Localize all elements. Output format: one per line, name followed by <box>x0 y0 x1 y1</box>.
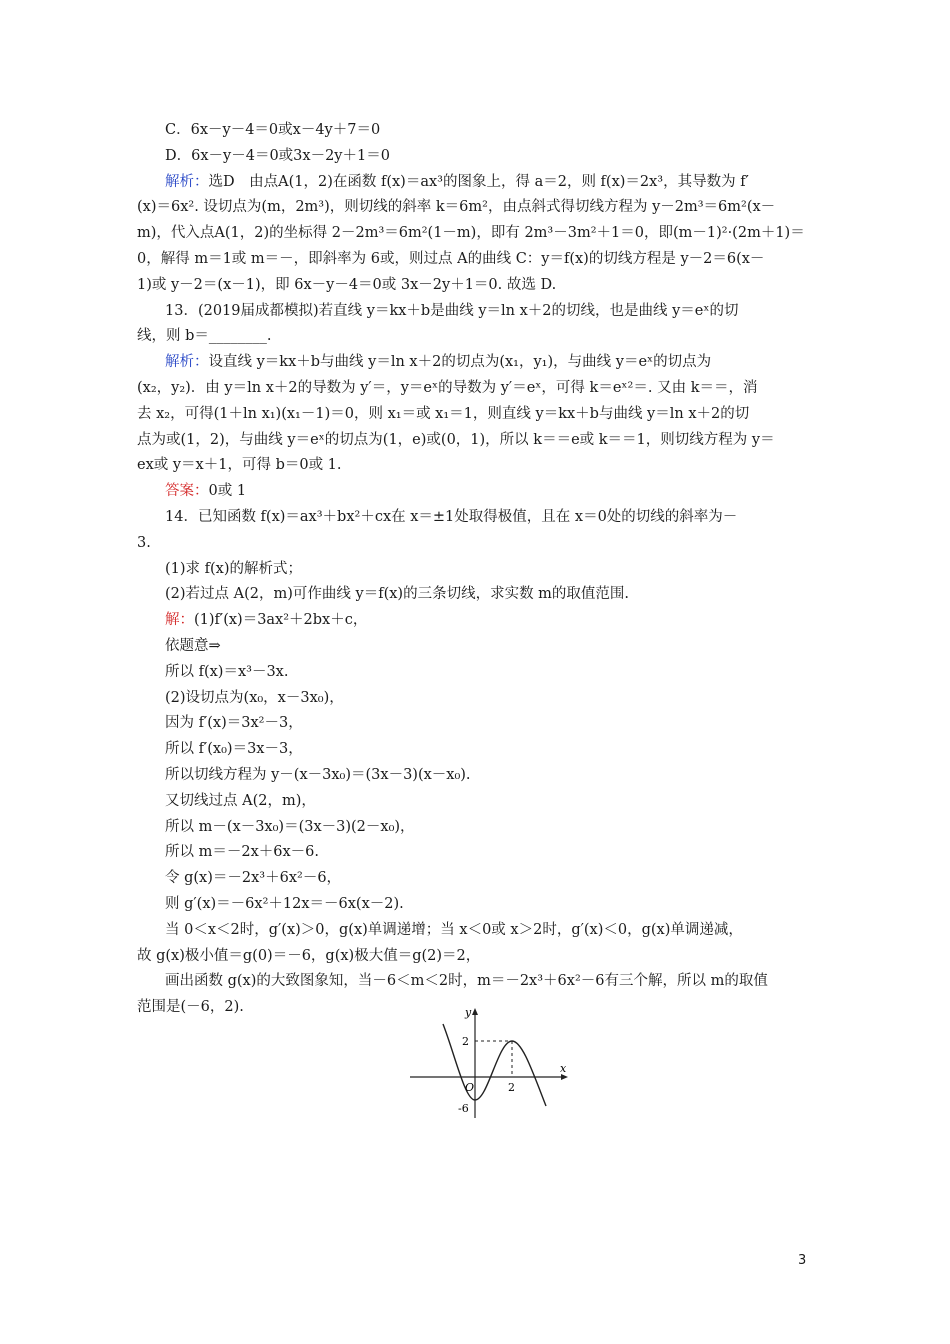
q12-solution-line: m)，代入点A(1，2)的坐标得 2－2m³＝6m²(1－m)，即有 2m³－3m²＋1＝0，即(m－1)²·(2m＋1)＝ <box>137 225 805 242</box>
y-axis-label: y <box>465 1006 472 1019</box>
answer-label: 答案： <box>165 483 209 500</box>
q13-question: 线，则 b＝________. <box>137 328 272 345</box>
q14-solution-line <box>137 608 817 634</box>
q13-solution-line: 去 x₂，可得(1＋ln x₁)(x₁－1)＝0，则 x₁＝或 x₁＝1，则直线 y＝kx＋b与曲线 y＝ln x＋2的切 <box>137 405 750 422</box>
q13-solution-line: ex或 y＝x＋1，可得 b＝0或 1. <box>137 457 342 474</box>
option-d: D．6x－y－4＝0或3x－2y＋1＝0 <box>165 147 390 164</box>
q14-solution-line: 又切线过点 A(2，m)， <box>165 792 316 809</box>
q14-solution-line: 所以 m＝－2x＋6x－6. <box>165 844 319 861</box>
q13-solution-line <box>137 350 817 376</box>
solution-label: 解析： <box>165 173 209 190</box>
q14-question: 3. <box>137 534 151 551</box>
q14-solution-line: 故 g(x)极小值＝g(0)＝－6，g(x)极大值＝g(2)＝2， <box>137 947 481 964</box>
tick-label-neg6: -6 <box>458 1102 469 1115</box>
q14-solution-line: 依题意⇒ <box>165 637 221 654</box>
q14-solution-line: 范围是(－6，2). <box>137 999 244 1016</box>
tick-label-x2: 2 <box>508 1081 515 1094</box>
q13-solution-line: (x₂，y₂)．由 y＝ln x＋2的导数为 y′＝，y＝eˣ的导数为 y′＝eˣ，可得 k＝eˣ²＝. 又由 k＝＝，消 <box>137 379 758 396</box>
q14-part-2: (2)若过点 A(2，m)可作曲线 y＝f(x)的三条切线，求实数 m的取值范围. <box>165 586 630 603</box>
q14-solution-line: 所以 f(x)＝x³－3x. <box>165 663 289 680</box>
curve <box>443 1024 546 1106</box>
q12-solution-line: 0，解得 m＝1或 m＝－，即斜率为 6或，则过点 A的曲线 C：y＝f(x)的切线方程是 y－2＝6(x－ <box>137 250 765 267</box>
solution-text: 设直线 y＝kx＋b与曲线 y＝ln x＋2的切点为(x₁，y₁)，与曲线 y＝eˣ的切点为 <box>208 354 712 371</box>
tick-label-y2: 2 <box>462 1035 469 1048</box>
q13-solution-line: 点为或(1，2)，与曲线 y＝eˣ的切点为(1，e)或(0，1)，所以 k＝＝e或 k＝＝1，则切线方程为 y＝ <box>137 431 775 448</box>
q14-solution-line: 则 g′(x)＝－6x²＋12x＝－6x(x－2). <box>165 895 404 912</box>
q12-solution-line: 1)或 y－2＝(x－1)，即 6x－y－4＝0或 3x－2y＋1＝0. 故选 D. <box>137 276 557 293</box>
y-axis-arrow <box>472 1008 478 1015</box>
q14-solution-line: (2)设切点为(x₀，x－3x₀)， <box>165 689 344 706</box>
origin-label: O <box>465 1081 475 1094</box>
q14-solution-line: 因为 f′(x)＝3x²－3， <box>165 715 303 732</box>
q14-question: 14．已知函数 f(x)＝ax³＋bx²＋cx在 x＝±1处取得极值，且在 x＝0处的切线的斜率为－ <box>165 508 738 525</box>
q12-solution-line <box>137 170 817 196</box>
q14-part-1: (1)求 f(x)的解析式； <box>165 560 303 577</box>
q14-solution-line: 所以 f′(x₀)＝3x－3， <box>165 741 303 758</box>
solution-text: (1)f′(x)＝3ax²＋2bx＋c， <box>194 612 368 629</box>
solution-label: 解： <box>165 612 194 629</box>
q14-solution-line: 所以 m－(x－3x₀)＝(3x－3)(2－x₀)， <box>165 818 415 835</box>
q14-solution-line: 所以切线方程为 y－(x－3x₀)＝(3x－3)(x－x₀). <box>165 766 471 783</box>
page-number: 3 <box>798 1253 807 1268</box>
q14-solution-line: 当 0＜x＜2时，g′(x)＞0，g(x)单调递增；当 x＜0或 x＞2时，g′(x)＜0，g(x)单调递减， <box>165 921 743 938</box>
q13-question: 13．(2019届成都模拟)若直线 y＝kx＋b是曲线 y＝ln x＋2的切线，也是曲线 y＝eˣ的切 <box>165 302 739 319</box>
function-graph <box>410 1000 580 1120</box>
solution-text: 选D 由点A(1，2)在函数 f(x)＝ax³的图象上，得 a＝2，则 f(x)＝2x³，其导数为 f′ <box>208 173 749 190</box>
answer-text: 0或 1 <box>208 483 247 500</box>
q13-answer <box>137 479 817 505</box>
q14-solution-line: 令 g(x)＝－2x³＋6x²－6， <box>165 870 342 887</box>
x-axis-label: x <box>560 1062 567 1075</box>
solution-label: 解析： <box>165 354 209 371</box>
document-body <box>137 118 817 1021</box>
q12-solution-line: (x)＝6x². 设切点为(m，2m³)，则切线的斜率 k＝6m²，由点斜式得切线方程为 y－2m³＝6m²(x－ <box>137 199 776 216</box>
option-c: C．6x－y－4＝0或x－4y＋7＝0 <box>165 122 381 138</box>
q14-solution-line: 画出函数 g(x)的大致图象知，当－6＜m＜2时，m＝－2x³＋6x²－6有三个解，所以 m的取值 <box>165 973 768 990</box>
